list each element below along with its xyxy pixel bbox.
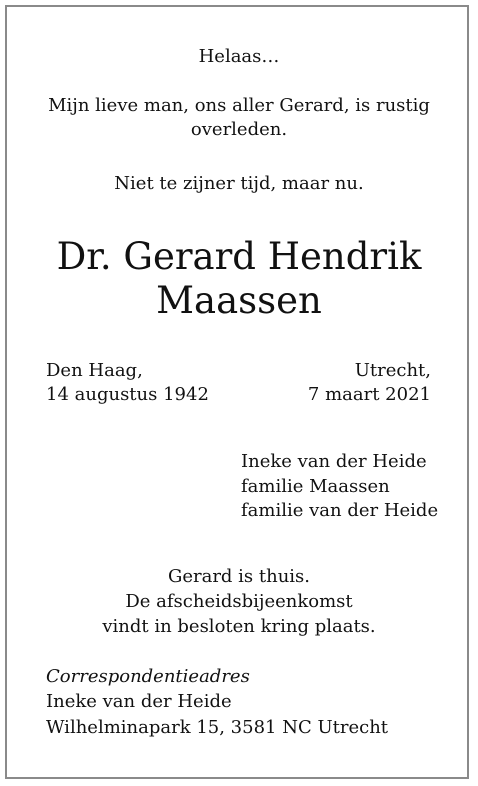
message-line-1: Gerard is thuis. (167, 566, 311, 587)
intro-tagline: Niet te zijner tijd, maar nu. (114, 173, 364, 194)
message-line-2: De afscheidsbijeenkomst (125, 591, 353, 612)
signatory: familie Maassen (241, 476, 390, 497)
correspondence-name: Ineke van der Heide (46, 691, 232, 712)
intro-sentence-line-2: overleden. (190, 119, 288, 140)
signatory: Ineke van der Heide (241, 451, 427, 472)
signatory: familie van der Heide (241, 500, 439, 521)
deceased-name-line-1: Dr. Gerard Hendrik (56, 235, 422, 278)
intro-exclamation: Helaas… (198, 46, 280, 67)
death-date: 7 maart 2021 (307, 384, 431, 405)
deceased-name-line-2: Maassen (156, 279, 322, 322)
birth-date: 14 augustus 1942 (46, 384, 209, 405)
intro-sentence-line-1: Mijn lieve man, ons aller Gerard, is rustig (48, 95, 430, 116)
correspondence-heading: Correspondentieadres (46, 666, 250, 687)
birth-place: Den Haag, (46, 360, 143, 381)
message-line-3: vindt in besloten kring plaats. (102, 616, 376, 637)
death-place: Utrecht, (354, 360, 431, 381)
correspondence-address: Wilhelminapark 15, 3581 NC Utrecht (46, 717, 389, 738)
